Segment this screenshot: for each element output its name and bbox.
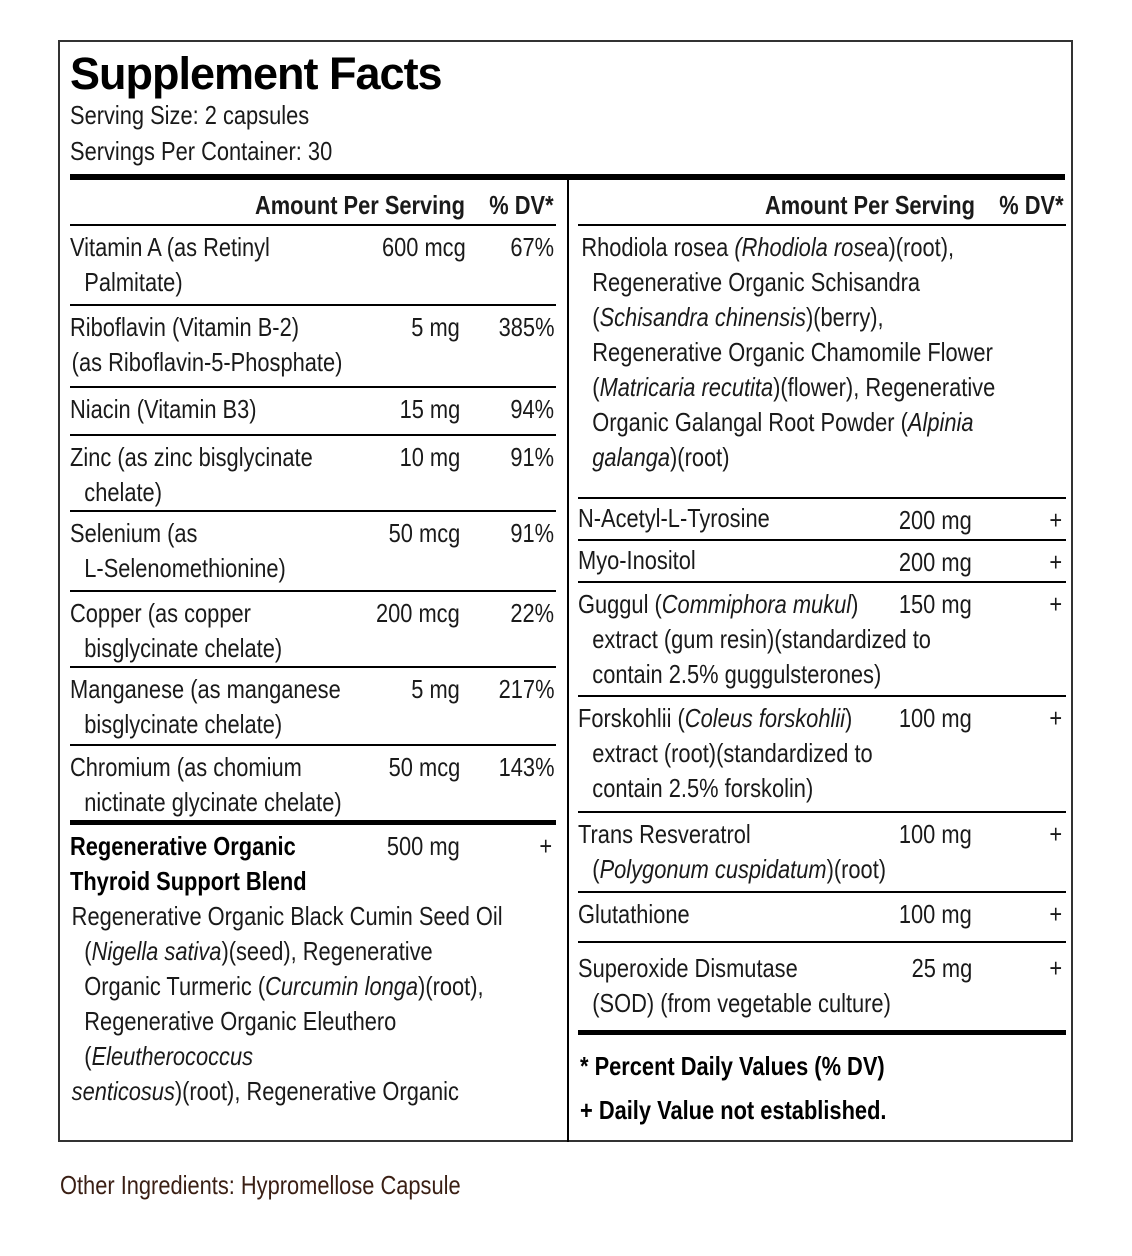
ingredient-row-sod: Superoxide Dismutase (SOD) (from vegetable culture) 25 mg + xyxy=(578,943,1066,1035)
blend-row xyxy=(70,825,556,1125)
dv-header: % DV* xyxy=(489,190,554,220)
supplement-facts-panel xyxy=(58,40,1073,1142)
nutrient-row-zinc: Zinc (as zinc bisglycinate chelate) 10 mg 91% xyxy=(70,436,556,512)
footnote-percent-dv: * Percent Daily Values (% DV) xyxy=(580,1051,885,1081)
serving-size: Serving Size: 2 capsules xyxy=(70,100,310,130)
ingredient-row-glutathione: Glutathione 100 mg + xyxy=(578,893,1066,943)
blend-ingredients: Regenerative Organic Black Cumin Seed Oil (Nigella sativa)(seed), Regenerative Organic Turmeric (Curcumin longa)(root), Regenerative Organic Eleuthero (Eleutherococcus senticosus)(root), Regenerative Organic xyxy=(71,901,503,1106)
ingredient-row-inositol: Myo-Inositol 200 mg + xyxy=(578,541,1066,583)
nutrient-row-chromium: Chromium (as chomium nictinate glycinate chelate) 50 mcg 143% xyxy=(70,746,556,825)
dv-header-right: % DV* xyxy=(999,190,1064,220)
other-ingredients: Other Ingredients: Hypromellose Capsule xyxy=(60,1170,461,1200)
blend-continued-row xyxy=(578,226,1066,499)
left-header xyxy=(70,184,556,226)
right-column xyxy=(578,184,1066,1135)
servings-per-container: Servings Per Container: 30 xyxy=(70,136,333,166)
ingredient-row-tyrosine: N-Acetyl-L-Tyrosine 200 mg + xyxy=(578,499,1066,541)
nutrient-row-selenium: Selenium (as L-Selenomethionine) 50 mcg 91% xyxy=(70,512,556,592)
column-divider xyxy=(567,178,569,1142)
left-column xyxy=(70,184,556,1125)
blend-name: Regenerative Organic Thyroid Support Blend xyxy=(70,831,307,896)
blend-amount: 500 mg xyxy=(387,831,460,861)
ingredient-row-forskohlii: Forskohlii (Coleus forskohlii) extract (root)(standardized to contain 2.5% forskolin) 100 mg + xyxy=(578,697,1066,813)
ingredient-row-guggul: Guggul (Commiphora mukul) extract (gum resin)(standardized to contain 2.5% guggulsterones) 150 mg + xyxy=(578,583,1066,697)
amount-header-right: Amount Per Serving xyxy=(765,190,975,220)
ingredient-row-resveratrol: Trans Resveratrol (Polygonum cuspidatum)(root) 100 mg + xyxy=(578,813,1066,893)
footnote-not-established: + Daily Value not established. xyxy=(580,1095,887,1125)
panel-title: Supplement Facts xyxy=(70,48,442,99)
nutrient-row-vitamin-a: Vitamin A (as Retinyl Palmitate) 600 mcg 67% xyxy=(70,226,556,306)
blend-ingredients-continued: Rhodiola rosea (Rhodiola rosea)(root), Regenerative Organic Schisandra (Schisandra chinensis)(berry), Regenerative Organic Chamomile Flower (Matricaria recutita)(flower), Regenerative Organic Galangal Root Powder (Alpinia galanga)(root) xyxy=(581,232,996,472)
nutrient-row-copper: Copper (as copper bisglycinate chelate) 200 mcg 22% xyxy=(70,592,556,668)
nutrient-row-manganese: Manganese (as manganese bisglycinate chelate) 5 mg 217% xyxy=(70,668,556,746)
blend-dv: + xyxy=(539,831,552,861)
right-header xyxy=(578,184,1066,226)
amount-header: Amount Per Serving xyxy=(255,190,465,220)
nutrient-row-riboflavin: Riboflavin (Vitamin B-2) (as Riboflavin-5-Phosphate) 5 mg 385% xyxy=(70,306,556,388)
nutrient-row-niacin: Niacin (Vitamin B3) 15 mg 94% xyxy=(70,388,556,436)
footnotes xyxy=(578,1035,1066,1135)
